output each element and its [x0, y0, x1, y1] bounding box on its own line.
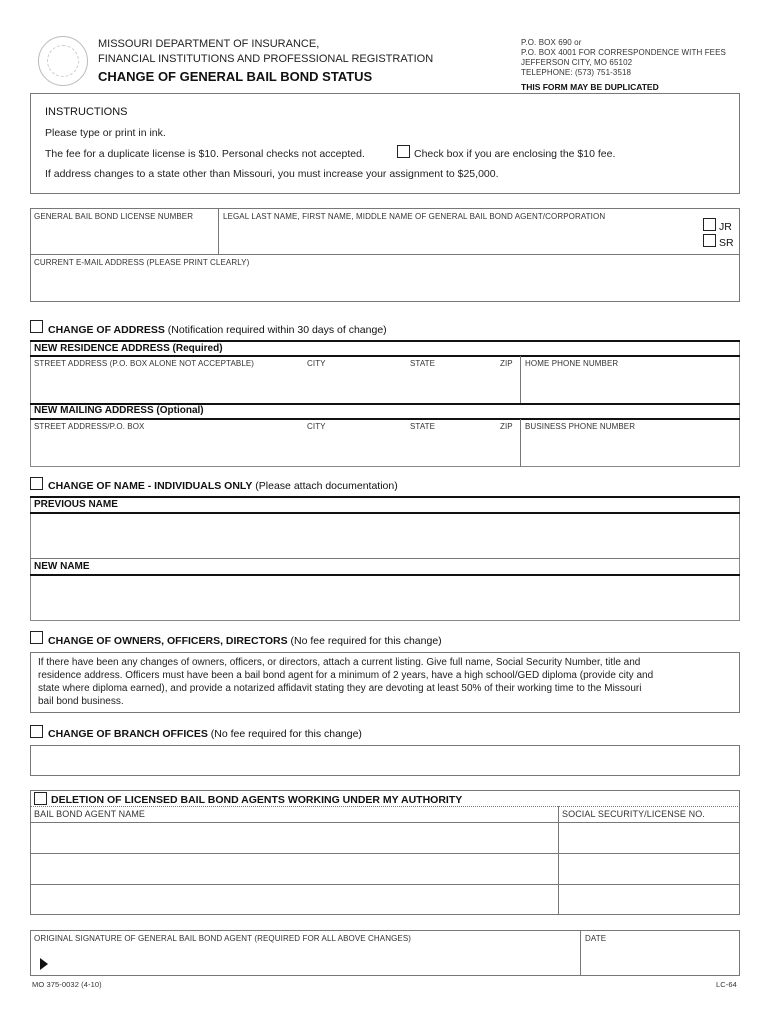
instructions-line2a: The fee for a duplicate license is $10. Personal checks not accepted.: [45, 148, 365, 160]
state-seal-icon: [38, 36, 88, 86]
address-line1: P.O. BOX 690 or: [521, 38, 582, 47]
fee-enclosed-checkbox[interactable]: [397, 145, 410, 158]
owners-text-line2: residence address. Officers must have been a bail bond agent for a minimum of 2 years, have a high school/GED diploma (provide city and: [38, 670, 654, 681]
form-title: CHANGE OF GENERAL BAIL BOND STATUS: [98, 69, 373, 84]
deletion-checkbox[interactable]: [34, 792, 47, 805]
mail-street-label: STREET ADDRESS/P.O. BOX: [34, 422, 145, 431]
agent-name-label: LEGAL LAST NAME, FIRST NAME, MIDDLE NAME OF GENERAL BAIL BOND AGENT/CORPORATION: [223, 212, 606, 221]
signature-label: ORIGINAL SIGNATURE OF GENERAL BAIL BOND AGENT (REQUIRED FOR ALL ABOVE CHANGES): [34, 934, 412, 943]
residence-address-field[interactable]: [32, 370, 518, 400]
change-name-heading: CHANGE OF NAME - INDIVIDUALS ONLY (Please attach documentation): [48, 480, 398, 492]
license-number-label: GENERAL BAIL BOND LICENSE NUMBER: [34, 212, 194, 221]
ssn-column-label: SOCIAL SECURITY/LICENSE NO.: [562, 809, 705, 819]
owners-text-line3: state where diploma earned), and provide a notarized affidavit stating they are devoting at least 50% of their working time to the Missouri: [38, 683, 642, 694]
deleted-agent-ssn-field[interactable]: [560, 886, 737, 914]
instructions-heading: INSTRUCTIONS: [45, 106, 128, 118]
deleted-agent-name-field[interactable]: [32, 886, 556, 914]
department-line1: MISSOURI DEPARTMENT OF INSURANCE,: [98, 38, 320, 50]
form-code: LC-64: [716, 980, 737, 989]
signature-field[interactable]: [52, 944, 576, 974]
owners-text-line1: If there have been any changes of owners, officers, or directors, attach a current listing. Give full name, Social Security Number, title and: [38, 657, 641, 668]
instructions-line3: If address changes to a state other than Missouri, you must increase your assignment to $25,000.: [45, 168, 499, 180]
agent-name-field[interactable]: [221, 222, 699, 252]
jr-label: JR: [719, 221, 732, 233]
previous-name-label: PREVIOUS NAME: [34, 499, 118, 510]
instructions-line1: Please type or print in ink.: [45, 127, 166, 139]
change-owners-checkbox[interactable]: [30, 631, 43, 644]
sign-here-arrow-icon: [40, 958, 48, 970]
instructions-line2b: Check box if you are enclosing the $10 fee.: [414, 148, 616, 160]
mailing-heading: NEW MAILING ADDRESS (Optional): [34, 405, 204, 416]
new-name-label: NEW NAME: [34, 561, 90, 572]
change-owners-heading: CHANGE OF OWNERS, OFFICERS, DIRECTORS (No fee required for this change): [48, 635, 442, 647]
deleted-agent-ssn-field[interactable]: [560, 824, 737, 852]
email-label: CURRENT E-MAIL ADDRESS (PLEASE PRINT CLEARLY): [34, 258, 250, 267]
res-city-label: CITY: [307, 359, 326, 368]
duplicate-note: THIS FORM MAY BE DUPLICATED: [521, 82, 659, 92]
change-branch-heading: CHANGE OF BRANCH OFFICES (No fee required for this change): [48, 728, 362, 740]
date-label: DATE: [585, 934, 607, 943]
mailing-address-field[interactable]: [32, 433, 518, 464]
branch-offices-field[interactable]: [30, 745, 740, 776]
address-line3: JEFFERSON CITY, MO 65102: [521, 58, 633, 67]
business-phone-field[interactable]: [523, 433, 737, 464]
department-line2: FINANCIAL INSTITUTIONS AND PROFESSIONAL REGISTRATION: [98, 53, 434, 65]
telephone: TELEPHONE: (573) 751-3518: [521, 68, 632, 77]
email-field[interactable]: [32, 268, 737, 300]
res-zip-label: ZIP: [500, 359, 513, 368]
mail-state-label: STATE: [410, 422, 436, 431]
form-number: MO 375-0032 (4-10): [32, 980, 102, 989]
change-address-heading: CHANGE OF ADDRESS (Notification required within 30 days of change): [48, 324, 387, 336]
deleted-agent-name-field[interactable]: [32, 855, 556, 883]
mail-city-label: CITY: [307, 422, 326, 431]
sr-checkbox[interactable]: [703, 234, 716, 247]
agent-name-column-label: BAIL BOND AGENT NAME: [34, 809, 146, 819]
res-state-label: STATE: [410, 359, 436, 368]
business-phone-label: BUSINESS PHONE NUMBER: [525, 422, 636, 431]
change-name-checkbox[interactable]: [30, 477, 43, 490]
deleted-agent-name-field[interactable]: [32, 824, 556, 852]
previous-name-field[interactable]: [32, 514, 737, 556]
license-number-field[interactable]: [32, 222, 216, 252]
home-phone-label: HOME PHONE NUMBER: [525, 359, 619, 368]
change-address-checkbox[interactable]: [30, 320, 43, 333]
jr-checkbox[interactable]: [703, 218, 716, 231]
change-branch-checkbox[interactable]: [30, 725, 43, 738]
res-street-label: STREET ADDRESS (P.O. BOX ALONE NOT ACCEPTABLE): [34, 359, 255, 368]
home-phone-field[interactable]: [523, 370, 737, 400]
address-line2: P.O. BOX 4001 FOR CORRESPONDENCE WITH FEES: [521, 48, 726, 57]
deleted-agent-ssn-field[interactable]: [560, 855, 737, 883]
mail-zip-label: ZIP: [500, 422, 513, 431]
new-name-field[interactable]: [32, 576, 737, 619]
date-field[interactable]: [583, 944, 737, 974]
sr-label: SR: [719, 237, 734, 249]
residence-heading: NEW RESIDENCE ADDRESS (Required): [34, 343, 223, 354]
deletion-heading: DELETION OF LICENSED BAIL BOND AGENTS WORKING UNDER MY AUTHORITY: [51, 794, 463, 806]
owners-text-line4: bail bond business.: [38, 696, 124, 707]
